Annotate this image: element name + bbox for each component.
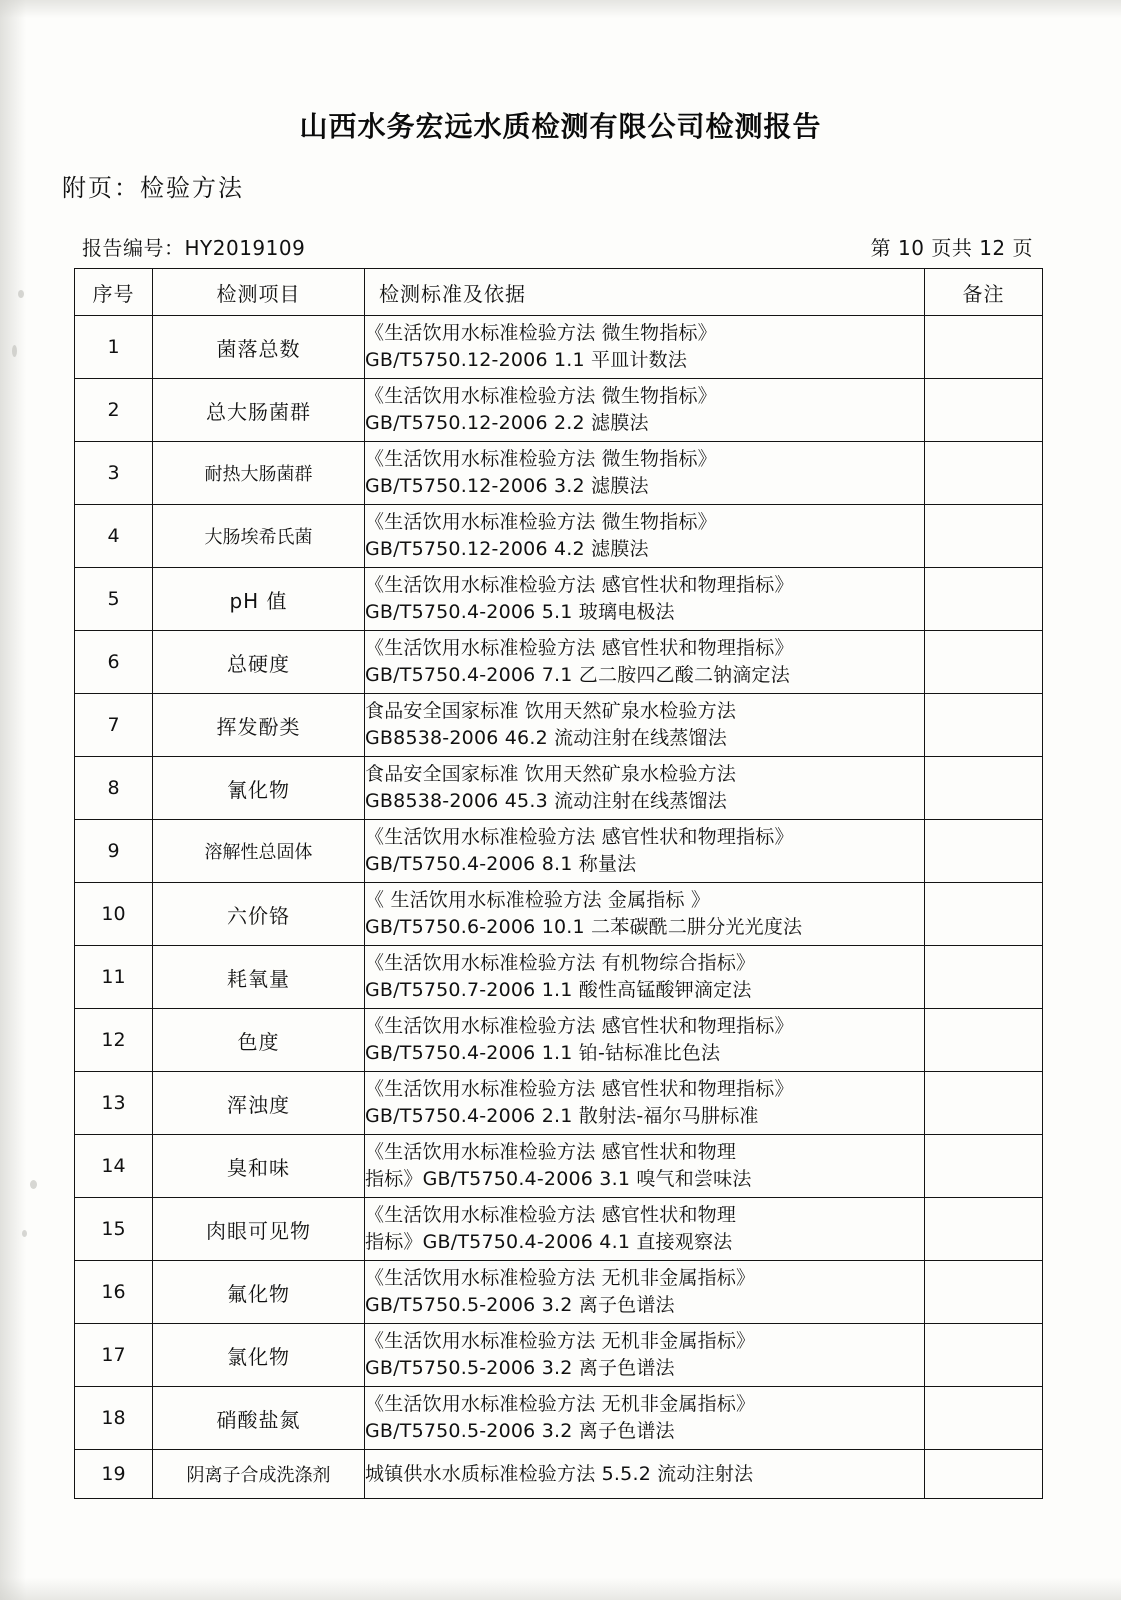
cell-standard xyxy=(365,379,925,442)
cell-note xyxy=(925,631,1043,694)
cell-row-number: 4 xyxy=(75,505,153,568)
cell-note xyxy=(925,379,1043,442)
test-method-table xyxy=(74,268,1043,1499)
report-number: 报告编号：HY2019109 xyxy=(82,236,306,260)
cell-row-number: 14 xyxy=(75,1135,153,1198)
page-number: 第 10 页共 12 页 xyxy=(870,236,1033,260)
cell-test-item: 色度 xyxy=(153,1009,365,1072)
cell-test-item: 耗氧量 xyxy=(153,946,365,1009)
cell-test-item: 氰化物 xyxy=(153,757,365,820)
table-row xyxy=(75,505,1043,568)
cell-test-item: 阴离子合成洗涤剂 xyxy=(153,1450,365,1499)
cell-row-number: 17 xyxy=(75,1324,153,1387)
table-header-row xyxy=(75,269,1043,316)
table-row xyxy=(75,1198,1043,1261)
table-row xyxy=(75,631,1043,694)
standard-line-2: 指标》GB/T5750.4-2006 3.1 嗅气和尝味法 xyxy=(365,1168,752,1190)
cell-standard xyxy=(365,694,925,757)
standard-line-1: 城镇供水水质标准检验方法 5.5.2 流动注射法 xyxy=(365,1462,754,1485)
standard-line-1: 《生活饮用水标准检验方法 微生物指标》 xyxy=(365,448,717,471)
cell-test-item: pH 值 xyxy=(153,568,365,631)
standard-line-1: 《生活饮用水标准检验方法 感官性状和物理指标》 xyxy=(365,637,794,660)
table-row xyxy=(75,568,1043,631)
standard-line-1: 《生活饮用水标准检验方法 感官性状和物理 xyxy=(365,1141,737,1164)
table-row xyxy=(75,442,1043,505)
cell-row-number: 12 xyxy=(75,1009,153,1072)
standard-line-1: 《生活饮用水标准检验方法 微生物指标》 xyxy=(365,385,717,408)
scan-edge-top xyxy=(0,0,1121,18)
cell-note xyxy=(925,1198,1043,1261)
table-row xyxy=(75,1261,1043,1324)
standard-line-2: GB/T5750.5-2006 3.2 离子色谱法 xyxy=(365,1294,675,1316)
cell-standard xyxy=(365,1198,925,1261)
cell-row-number: 6 xyxy=(75,631,153,694)
cell-note xyxy=(925,1387,1043,1450)
cell-test-item: 肉眼可见物 xyxy=(153,1198,365,1261)
table-row xyxy=(75,757,1043,820)
cell-standard xyxy=(365,1009,925,1072)
cell-note xyxy=(925,757,1043,820)
table-row xyxy=(75,1387,1043,1450)
cell-row-number: 3 xyxy=(75,442,153,505)
cell-standard xyxy=(365,568,925,631)
standard-line-1: 《生活饮用水标准检验方法 感官性状和物理 xyxy=(365,1204,737,1227)
standard-line-2: GB8538-2006 45.3 流动注射在线蒸馏法 xyxy=(365,790,727,812)
cell-test-item: 菌落总数 xyxy=(153,316,365,379)
standard-line-2: GB/T5750.4-2006 2.1 散射法-福尔马肼标准 xyxy=(365,1105,759,1127)
standard-line-2: GB/T5750.4-2006 5.1 玻璃电极法 xyxy=(365,601,675,623)
cell-note xyxy=(925,883,1043,946)
standard-line-2: GB/T5750.4-2006 8.1 称量法 xyxy=(365,853,637,875)
standard-line-2: GB/T5750.12-2006 2.2 滤膜法 xyxy=(365,412,649,434)
cell-note xyxy=(925,820,1043,883)
standard-line-1: 《 生活饮用水标准检验方法 金属指标 》 xyxy=(365,889,711,912)
standard-line-2: GB8538-2006 46.2 流动注射在线蒸馏法 xyxy=(365,727,727,749)
cell-standard xyxy=(365,1324,925,1387)
standard-line-1: 食品安全国家标准 饮用天然矿泉水检验方法 xyxy=(365,763,737,786)
standard-line-2: GB/T5750.7-2006 1.1 酸性高锰酸钾滴定法 xyxy=(365,979,752,1001)
cell-test-item: 溶解性总固体 xyxy=(153,820,365,883)
cell-standard xyxy=(365,946,925,1009)
cell-test-item: 臭和味 xyxy=(153,1135,365,1198)
table-row xyxy=(75,1072,1043,1135)
table-row xyxy=(75,379,1043,442)
scan-speck xyxy=(30,1180,37,1189)
standard-line-2: GB/T5750.5-2006 3.2 离子色谱法 xyxy=(365,1357,675,1379)
cell-test-item: 浑浊度 xyxy=(153,1072,365,1135)
cell-note xyxy=(925,316,1043,379)
cell-row-number: 11 xyxy=(75,946,153,1009)
cell-row-number: 15 xyxy=(75,1198,153,1261)
standard-line-1: 食品安全国家标准 饮用天然矿泉水检验方法 xyxy=(365,700,737,723)
scan-edge-bottom xyxy=(0,1578,1121,1600)
cell-note xyxy=(925,568,1043,631)
cell-note xyxy=(925,694,1043,757)
cell-note xyxy=(925,1261,1043,1324)
standard-line-1: 《生活饮用水标准检验方法 感官性状和物理指标》 xyxy=(365,1015,794,1038)
scan-speck xyxy=(18,290,24,298)
cell-row-number: 5 xyxy=(75,568,153,631)
scan-speck xyxy=(12,345,17,357)
page-title: 山西水务宏远水质检测有限公司检测报告 xyxy=(299,110,822,143)
standard-line-1: 《生活饮用水标准检验方法 感官性状和物理指标》 xyxy=(365,1078,794,1101)
scan-speck xyxy=(22,1230,27,1237)
document-meta xyxy=(82,232,1033,261)
cell-row-number: 2 xyxy=(75,379,153,442)
standard-line-1: 《生活饮用水标准检验方法 感官性状和物理指标》 xyxy=(365,826,794,849)
cell-standard xyxy=(365,1450,925,1499)
cell-standard xyxy=(365,316,925,379)
cell-test-item: 大肠埃希氏菌 xyxy=(153,505,365,568)
standard-line-2: GB/T5750.12-2006 1.1 平皿计数法 xyxy=(365,349,688,371)
cell-test-item: 总硬度 xyxy=(153,631,365,694)
cell-test-item: 挥发酚类 xyxy=(153,694,365,757)
cell-note xyxy=(925,1135,1043,1198)
cell-row-number: 1 xyxy=(75,316,153,379)
cell-note xyxy=(925,505,1043,568)
standard-line-2: GB/T5750.6-2006 10.1 二苯碳酰二肼分光光度法 xyxy=(365,916,803,938)
cell-row-number: 9 xyxy=(75,820,153,883)
cell-note xyxy=(925,442,1043,505)
cell-row-number: 18 xyxy=(75,1387,153,1450)
standard-line-1: 《生活饮用水标准检验方法 无机非金属指标》 xyxy=(365,1267,756,1290)
cell-test-item: 总大肠菌群 xyxy=(153,379,365,442)
standard-line-2: 指标》GB/T5750.4-2006 4.1 直接观察法 xyxy=(365,1231,733,1253)
cell-test-item: 硝酸盐氮 xyxy=(153,1387,365,1450)
cell-test-item: 氯化物 xyxy=(153,1324,365,1387)
cell-standard xyxy=(365,757,925,820)
document-subtitle: 附页：检验方法 xyxy=(62,174,244,202)
table-row xyxy=(75,820,1043,883)
standard-line-2: GB/T5750.12-2006 4.2 滤膜法 xyxy=(365,538,649,560)
cell-standard xyxy=(365,1135,925,1198)
cell-note xyxy=(925,1072,1043,1135)
table-row xyxy=(75,1450,1043,1499)
standard-line-1: 《生活饮用水标准检验方法 无机非金属指标》 xyxy=(365,1330,756,1353)
cell-standard xyxy=(365,1261,925,1324)
table-row xyxy=(75,1324,1043,1387)
scan-edge-left xyxy=(0,0,26,1600)
standard-line-1: 《生活饮用水标准检验方法 微生物指标》 xyxy=(365,511,717,534)
header-note: 备注 xyxy=(925,269,1043,316)
cell-standard xyxy=(365,505,925,568)
standard-line-1: 《生活饮用水标准检验方法 有机物综合指标》 xyxy=(365,952,756,975)
cell-note xyxy=(925,1009,1043,1072)
standard-line-2: GB/T5750.4-2006 1.1 铂-钴标准比色法 xyxy=(365,1042,721,1064)
header-standard: 检测标准及依据 xyxy=(365,269,925,316)
cell-test-item: 六价铬 xyxy=(153,883,365,946)
table-row xyxy=(75,946,1043,1009)
cell-note xyxy=(925,1450,1043,1499)
table-row xyxy=(75,1135,1043,1198)
cell-note xyxy=(925,1324,1043,1387)
standard-line-2: GB/T5750.4-2006 7.1 乙二胺四乙酸二钠滴定法 xyxy=(365,664,790,686)
cell-standard xyxy=(365,820,925,883)
header-no: 序号 xyxy=(75,269,153,316)
header-item: 检测项目 xyxy=(153,269,365,316)
table-row xyxy=(75,883,1043,946)
cell-test-item: 氟化物 xyxy=(153,1261,365,1324)
cell-row-number: 13 xyxy=(75,1072,153,1135)
standard-line-1: 《生活饮用水标准检验方法 微生物指标》 xyxy=(365,322,717,345)
standard-line-1: 《生活饮用水标准检验方法 无机非金属指标》 xyxy=(365,1393,756,1416)
cell-row-number: 8 xyxy=(75,757,153,820)
standard-line-2: GB/T5750.5-2006 3.2 离子色谱法 xyxy=(365,1420,675,1442)
cell-row-number: 7 xyxy=(75,694,153,757)
cell-standard xyxy=(365,1072,925,1135)
cell-row-number: 10 xyxy=(75,883,153,946)
standard-line-2: GB/T5750.12-2006 3.2 滤膜法 xyxy=(365,475,649,497)
standard-line-1: 《生活饮用水标准检验方法 感官性状和物理指标》 xyxy=(365,574,794,597)
table-row xyxy=(75,316,1043,379)
cell-test-item: 耐热大肠菌群 xyxy=(153,442,365,505)
cell-standard xyxy=(365,442,925,505)
cell-note xyxy=(925,946,1043,1009)
cell-row-number: 19 xyxy=(75,1450,153,1499)
table-row xyxy=(75,694,1043,757)
cell-standard xyxy=(365,883,925,946)
cell-row-number: 16 xyxy=(75,1261,153,1324)
cell-standard xyxy=(365,1387,925,1450)
table-row xyxy=(75,1009,1043,1072)
cell-standard xyxy=(365,631,925,694)
